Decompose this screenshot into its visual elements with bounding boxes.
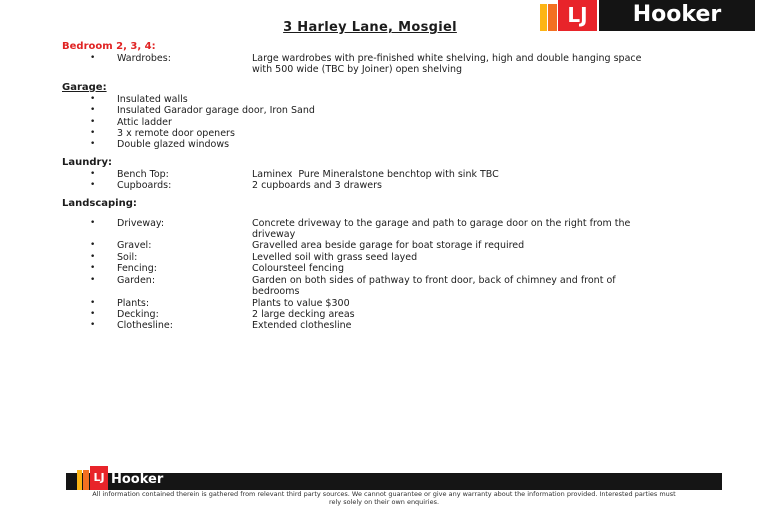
indent-spacer [62, 320, 90, 331]
item-label: Gravel: [117, 240, 152, 252]
item-description: Laminex Pure Mineralstone benchtop with sink TBC [252, 168, 499, 180]
indent-spacer [62, 275, 90, 298]
bullet-icon: • [90, 180, 96, 191]
item-label: Fencing: [117, 263, 157, 275]
bullet-icon: • [90, 274, 96, 285]
list-item [62, 105, 722, 116]
bullet-icon: • [90, 53, 96, 63]
item-label: Insulated walls [117, 93, 188, 105]
page-title: 3 Harley Lane, Mosgiel [283, 20, 457, 35]
bullet-icon: • [90, 263, 96, 274]
item-label: Attic ladder [117, 116, 172, 128]
indent-spacer [62, 169, 90, 180]
item-description: Extended clothesline [252, 320, 352, 332]
list-item [62, 169, 722, 180]
content [62, 41, 722, 332]
bullet-icon: • [90, 320, 96, 331]
indent-spacer [62, 94, 90, 105]
item-description: Plants to value $300 [252, 297, 350, 309]
bullet-icon: • [90, 240, 96, 251]
section-garage [62, 82, 722, 151]
list-item [62, 53, 722, 76]
footer-brand-bar [66, 473, 722, 490]
item-label: Bench Top: [117, 168, 169, 180]
bullet-icon: • [90, 308, 96, 319]
indent-spacer [62, 128, 90, 139]
item-label: Soil: [117, 251, 138, 263]
indent-spacer [62, 53, 90, 76]
section-laundry [62, 157, 722, 192]
logo-yellow-stripe [77, 470, 82, 490]
item-label: Driveway: [117, 217, 165, 229]
list-item [62, 139, 722, 150]
indent-spacer [62, 263, 90, 274]
indent-spacer [62, 240, 90, 251]
logo-lj-mark: LJ [558, 0, 597, 31]
item-label: Plants: [117, 297, 150, 309]
logo-hooker-wordmark: Hooker [111, 472, 164, 487]
indent-spacer [62, 309, 90, 320]
item-label: Cupboards: [117, 180, 172, 192]
logo-hooker-wordmark: Hooker [599, 0, 755, 31]
item-description: Concrete driveway to the garage and path to garage door on the right from the driveway [252, 217, 634, 241]
indent-spacer [62, 105, 90, 116]
list-item [62, 117, 722, 128]
list-item [62, 94, 722, 105]
list-item [62, 298, 722, 309]
disclaimer-line-1: All information contained therein is gathered from relevant third party sources. We cannot guarantee or give any warranty about the information provided. Interested parties must [92, 490, 676, 498]
section-heading: Garage: [62, 81, 107, 93]
logo-lj-mark: LJ [90, 466, 108, 490]
item-description: 2 large decking areas [252, 308, 355, 320]
indent-spacer [62, 139, 90, 150]
bullet-icon: • [90, 139, 96, 150]
item-label: Decking: [117, 308, 159, 320]
list-item [62, 309, 722, 320]
section-landscaping [62, 198, 722, 332]
section-heading: Landscaping: [62, 197, 137, 209]
item-label: Wardrobes: [117, 53, 171, 64]
list-item [62, 263, 722, 274]
item-description: Large wardrobes with pre-finished white shelving, high and double hanging space with 500 wide (TBC by Joiner) open shelving [252, 53, 645, 76]
bullet-icon: • [90, 93, 96, 104]
list-item [62, 275, 722, 298]
disclaimer [0, 491, 768, 506]
bullet-icon: • [90, 297, 96, 308]
item-description: Gravelled area beside garage for boat storage if required [252, 240, 525, 252]
item-label: Double glazed windows [117, 139, 230, 151]
bullet-icon: • [90, 251, 96, 262]
item-label: Insulated Garador garage door, Iron Sand [117, 105, 315, 117]
item-label: Garden: [117, 274, 156, 286]
section-bedroom [62, 41, 722, 76]
logo-orange-stripe [83, 470, 89, 490]
section-heading: Bedroom 2, 3, 4: [62, 41, 156, 52]
item-description: Levelled soil with grass seed layed [252, 251, 418, 263]
indent-spacer [62, 298, 90, 309]
item-label: Clothesline: [117, 320, 173, 332]
bullet-icon: • [90, 105, 96, 116]
indent-spacer [62, 252, 90, 263]
bullet-icon: • [90, 168, 96, 179]
item-description: 2 cupboards and 3 drawers [252, 180, 382, 192]
list-item [62, 180, 722, 191]
item-description: Coloursteel fencing [252, 263, 344, 275]
list-item [62, 252, 722, 263]
bullet-icon: • [90, 128, 96, 139]
lj-hooker-logo-bottom [77, 466, 163, 490]
list-item [62, 218, 722, 241]
item-description: Garden on both sides of pathway to front door, back of chimney and front of bedrooms [252, 274, 619, 298]
indent-spacer [62, 180, 90, 191]
list-item [62, 128, 722, 139]
list-item [62, 320, 722, 331]
bullet-icon: • [90, 116, 96, 127]
indent-spacer [62, 117, 90, 128]
section-heading: Laundry: [62, 156, 112, 168]
item-label: 3 x remote door openers [117, 128, 235, 140]
bullet-icon: • [90, 217, 96, 228]
disclaimer-line-2: rely solely on their own enquiries. [328, 497, 440, 506]
indent-spacer [62, 218, 90, 241]
list-item [62, 240, 722, 251]
